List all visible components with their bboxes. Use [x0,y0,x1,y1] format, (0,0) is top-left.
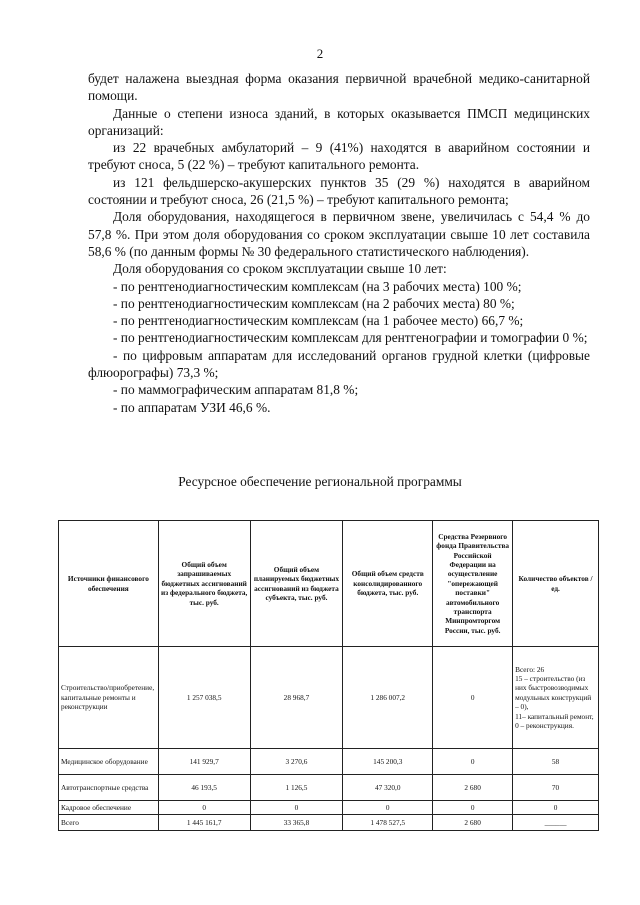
table-cell: Всего: 26 15 – строительство (из них быстровозводимых модульных конструкций – 0), 11– капитальный ремонт, 0 – реконструкция. [513,647,599,749]
resource-table [58,520,599,831]
header-cell: Источники финансового обеспечения [59,521,159,647]
section-heading: Ресурсное обеспечение региональной программы [178,474,462,489]
table-cell: 1 286 007,2 [343,647,433,749]
table-cell: 141 929,7 [158,749,250,775]
table-cell: 46 193,5 [158,775,250,801]
table-cell: 1 478 527,5 [343,815,433,831]
table-cell: 2 680 [433,815,513,831]
table-cell: Автотранспортные средства [59,775,159,801]
page-number: 2 [316,46,324,61]
list-item: - по рентгенодиагностическим комплексам (на 1 рабочее место) 66,7 %; [113,313,524,329]
table-cell: 0 [513,801,599,815]
paragraph: будет налажена выездная форма оказания первичной врачебной медико-санитарной помощи. [88,71,590,104]
list-item: - по рентгенодиагностическим комплексам (на 3 рабочих места) 100 %; [113,278,522,294]
list-item: - по рентгенодиагностическим комплексам (на 2 рабочих места) 80 %; [113,295,515,311]
paragraph: из 121 фельдшерско-акушерских пунктов 35 (29 %) находятся в аварийном состоянии и требуют сноса, 26 (21,5 %) – требуют капитального ремонта; [88,174,590,208]
table-cell: Медицинское оборудование [59,749,159,775]
table-cell: 3 270,6 [250,749,343,775]
table-cell: 47 320,0 [343,775,433,801]
table-cell: 58 [513,749,599,775]
table-cell: 1 257 038,5 [158,647,250,749]
table-cell: 2 680 [433,775,513,801]
table-row [59,801,599,815]
table-row [59,647,599,749]
paragraph: Доля оборудования со сроком эксплуатации свыше 10 лет: [113,261,447,277]
table-row [59,815,599,831]
table-cell: 1 126,5 [250,775,343,801]
table-row [59,749,599,775]
list-item: - по цифровым аппаратам для исследований органов грудной клетки (цифровые флюорографы) 73,3 %; [88,347,590,381]
table-cell: Строительство/приобретение, капитальные ремонты и реконструкции [59,647,159,749]
table-cell: 0 [433,801,513,815]
table-cell: Всего [59,815,159,831]
header-cell: Общий объем средств консолидированного бюджета, тыс. руб. [343,521,433,647]
paragraph: из 22 врачебных амбулаторий – 9 (41%) находятся в аварийном состоянии и требуют сноса, 5 (22 %) – требуют капитального ремонта. [88,140,590,173]
table-cell: 1 445 161,7 [158,815,250,831]
paragraph: Данные о степени износа зданий, в которых оказывается ПМСП медицинских организаций: [88,105,590,138]
table-cell: 28 968,7 [250,647,343,749]
body-text [88,70,590,416]
list-item: - по аппаратам УЗИ 46,6 %. [113,399,271,415]
table-cell: 70 [513,775,599,801]
header-cell: Общий объем запрашиваемых бюджетных ассигнований из федерального бюджета, тыс. руб. [158,521,250,647]
table-cell: 0 [250,801,343,815]
table-cell: 0 [343,801,433,815]
header-cell: Средства Резервного фонда Правительства Российской Федерации на осуществление "опережающей поставки" автомобильного транспорта Минпромторгом России, тыс. руб. [433,521,513,647]
list-item: - по рентгенодиагностическим комплексам для рентгенографии и томографии 0 %; [113,330,588,346]
table-row [59,775,599,801]
paragraph: Доля оборудования, находящегося в первичном звене, увеличилась с 54,4 % до 57,8 %. При этом доля оборудования со сроком эксплуатации свыше 10 лет составила 58,6 % (по данным формы № 30 федерального статистического наблюдения). [88,209,590,259]
header-cell: Общий объем планируемых бюджетных ассигнований из бюджета субъекта, тыс. руб. [250,521,343,647]
table-cell: Кадровое обеспечение [59,801,159,815]
header-cell: Количество объектов / ед. [513,521,599,647]
table-header-row [59,521,599,647]
list-item: - по маммографическим аппаратам 81,8 %; [113,382,359,398]
table-cell: 0 [433,647,513,749]
table-cell: ______ [513,815,599,831]
table-cell: 145 200,3 [343,749,433,775]
table-cell: 0 [433,749,513,775]
table-cell: 33 365,8 [250,815,343,831]
table-cell: 0 [158,801,250,815]
